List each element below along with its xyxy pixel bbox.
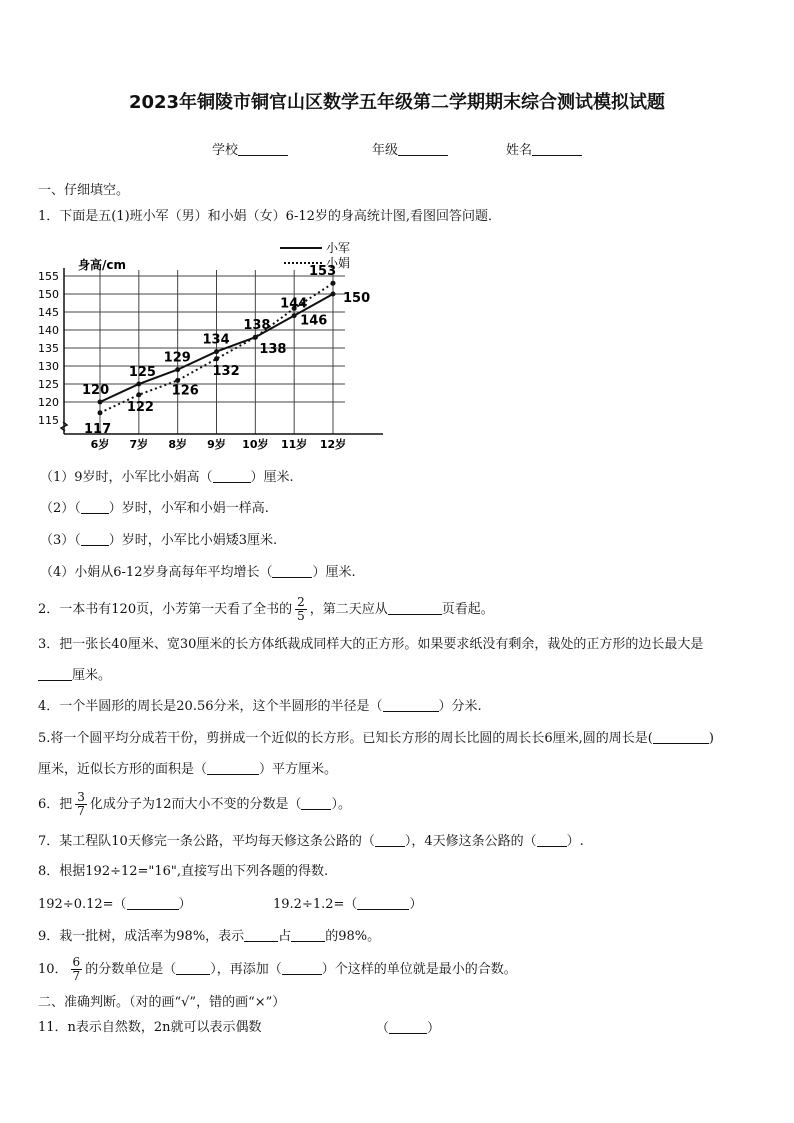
q6-end: ）。 (331, 797, 351, 812)
q1-sub3-blank[interactable] (81, 531, 109, 546)
q7-blank-2[interactable] (537, 832, 567, 847)
data-point (98, 400, 103, 405)
q6 (38, 791, 351, 818)
q1-sub4-blank[interactable] (272, 563, 312, 578)
q3-end: 厘米。 (72, 668, 112, 683)
q9-end: 的98%。 (325, 929, 381, 944)
q5-text: 5.将一个圆平均分成若干份，剪拼成一个近似的长方形。已知长方形的周长比圆的周长长6厘米,圆的周长是( (38, 731, 653, 746)
q2-text-3: 页看起。 (441, 602, 494, 617)
q1-sub2 (40, 499, 269, 518)
y-tick-label: 115 (38, 414, 59, 427)
q8-blank-1[interactable] (127, 895, 179, 910)
q7-text: 7．某工程队10天修完一条公路，平均每天修这条公路的（ (38, 834, 375, 849)
q5-paren: ) (708, 731, 714, 746)
x-tick-label: 9岁 (207, 438, 226, 451)
q1-sub1-end: ）厘米. (250, 470, 294, 485)
school-field (212, 141, 288, 160)
q5-blank-1[interactable] (653, 729, 709, 744)
q8-text: 8．根据192÷12="16",直接写出下列各题的得数. (38, 864, 329, 879)
data-point (175, 367, 180, 372)
q9-text-2: 占 (278, 929, 292, 944)
q6-text-2: 化成分子为12而大小不变的分数是（ (89, 797, 302, 812)
q7-text-2: ），4天修这条公路的（ (404, 834, 537, 849)
x-tick-label: 11岁 (281, 438, 308, 451)
q6-blank[interactable] (301, 795, 331, 810)
data-point (253, 335, 258, 340)
q10-end: ）个这样的单位就是最小的合数。 (321, 962, 517, 977)
grade-blank[interactable] (398, 141, 448, 156)
q3-line2 (38, 666, 111, 685)
q8-expr-1-end: ） (178, 897, 192, 912)
q1-sub2-end: ）岁时，小军和小娟一样高. (108, 501, 269, 516)
q2-numerator: 2 (297, 595, 305, 609)
q5-blank-2[interactable] (207, 760, 259, 775)
q7-end: ）. (566, 834, 584, 849)
q4-end: ）分米. (438, 699, 482, 714)
q2-denominator: 5 (297, 609, 305, 623)
q6-fraction (75, 791, 87, 818)
q6-numerator: 3 (77, 790, 85, 804)
q6-denominator: 7 (77, 804, 85, 818)
data-label: 144 (280, 296, 308, 312)
q1-sub3-end: ）岁时，小军比小娟矮3厘米. (108, 533, 278, 548)
grade-field (372, 141, 448, 160)
q9-blank-2[interactable] (291, 927, 325, 942)
q5-end: ）平方厘米。 (259, 762, 338, 777)
q1-sub1-blank[interactable] (213, 468, 251, 483)
school-blank[interactable] (238, 141, 288, 156)
height-line-chart (34, 236, 384, 456)
q8-expr-2-end: ） (409, 897, 423, 912)
q5-line1 (38, 729, 714, 748)
chart-data-labels (82, 264, 370, 437)
q10 (38, 956, 517, 983)
axis-break-mark (61, 422, 67, 431)
x-tick-label: 7岁 (129, 438, 149, 451)
q10-fraction (71, 956, 83, 983)
q1-sub4-end: ）厘米. (312, 565, 356, 580)
q7 (38, 832, 584, 851)
q8-expr-1 (38, 895, 192, 914)
x-tick-label: 10岁 (242, 438, 269, 451)
y-tick-label: 135 (38, 342, 59, 355)
q11-blank[interactable] (389, 1019, 427, 1034)
q10-text: 的分数单位是（ (85, 962, 177, 977)
q11-paren-open: （ (376, 1021, 390, 1036)
page-title: 2023年铜陵市铜官山区数学五年级第二学期期末综合测试模拟试题 (128, 92, 666, 113)
data-point (331, 281, 336, 286)
x-tick-label: 8岁 (168, 438, 187, 451)
x-tick-label: 6岁 (90, 438, 110, 451)
data-label: 146 (300, 313, 328, 329)
q10-number: 10． (38, 962, 68, 977)
chart-grid (64, 270, 345, 434)
q4-blank[interactable] (383, 697, 439, 712)
q11-text: 11．n表示自然数，2n就可以表示偶数 (38, 1020, 262, 1035)
q2-fraction (295, 596, 307, 623)
q1-sub3-text: （3）（ (40, 533, 81, 548)
q10-numerator: 6 (72, 955, 81, 969)
y-tick-label: 130 (38, 360, 59, 373)
q8-blank-2[interactable] (357, 895, 409, 910)
q1-sub2-blank[interactable] (81, 499, 109, 514)
data-label: 129 (163, 350, 191, 366)
q5-line2 (38, 760, 337, 779)
legend-label-xiaojuan: 小娟 (326, 256, 351, 270)
q2-text-2: ，第二天应从 (309, 602, 388, 617)
data-point (175, 378, 180, 383)
y-tick-label: 125 (38, 378, 59, 391)
y-axis-label: 身高/cm (78, 258, 127, 272)
y-tick-label: 140 (38, 324, 59, 337)
q1-sub4-text: （4）小娟从6-12岁身高每年平均增长（ (40, 565, 273, 580)
grade-label: 年级 (372, 143, 399, 158)
q7-blank-1[interactable] (375, 832, 405, 847)
q10-blank-2[interactable] (282, 960, 322, 975)
q2-text: 2．一本书有120页，小芳第一天看了全书的 (38, 602, 293, 617)
q8-expr-2-text: 19.2÷1.2=（ (273, 897, 358, 912)
q6-text: 6．把 (38, 797, 73, 812)
y-tick-label: 120 (38, 396, 59, 409)
x-tick-label: 12岁 (319, 438, 347, 451)
name-blank[interactable] (532, 141, 582, 156)
data-point (214, 349, 219, 354)
q1-sub4 (40, 563, 356, 582)
q9-blank-1[interactable] (244, 927, 278, 942)
q1-text: 1．下面是五(1)班小军（男）和小娟（女）6-12岁的身高统计图,看图回答问题． (38, 209, 502, 224)
q5-text-2: 厘米，近似长方形的面积是（ (38, 762, 208, 777)
data-label: 126 (171, 383, 199, 399)
section2-heading: 二、准确判断。（对的画“√”，错的画“×”） (38, 995, 286, 1010)
y-tick-label: 150 (38, 288, 59, 301)
school-label: 学校 (212, 143, 239, 158)
q9-text: 9．栽一批树，成活率为98%，表示 (38, 929, 245, 944)
legend-label-xiaojun: 小军 (326, 241, 351, 255)
q11-answer (376, 1019, 440, 1038)
data-point (136, 392, 141, 397)
data-point (136, 382, 141, 387)
q4-text: 4．一个半圆形的周长是20.56分米，这个半圆形的半径是（ (38, 699, 383, 714)
data-label: 120 (82, 383, 110, 398)
data-point (98, 410, 103, 415)
data-point (214, 356, 219, 361)
y-tick-label: 145 (38, 306, 59, 319)
data-label: 138 (243, 318, 271, 334)
q10-text-2: ），再添加（ (210, 962, 282, 977)
name-label: 姓名 (506, 143, 533, 158)
q10-blank-1[interactable] (176, 960, 210, 975)
data-point (331, 292, 336, 297)
y-tick-label: 155 (38, 270, 59, 283)
data-label: 122 (126, 399, 154, 415)
data-point (292, 313, 297, 318)
data-label: 134 (202, 332, 230, 348)
q3-line1: 3．把一张长40厘米、宽30厘米的长方体纸裁成同样大的正方形。如果要求纸没有剩余，裁处的正方形的边长最大是 (38, 637, 704, 652)
q1-sub1-text: （1）9岁时，小军比小娟高（ (40, 470, 213, 485)
q10-denominator: 7 (72, 969, 81, 983)
q9 (38, 927, 380, 946)
q8-expr-2 (273, 895, 422, 914)
q1-sub3 (40, 531, 277, 550)
name-field (506, 141, 582, 160)
q2 (38, 596, 494, 623)
data-label: 117 (84, 421, 112, 437)
data-label: 125 (128, 365, 156, 380)
data-label: 132 (212, 363, 240, 379)
q3-blank[interactable] (38, 666, 72, 681)
q2-blank[interactable] (388, 600, 442, 615)
data-label: 150 (343, 291, 371, 306)
q1-sub2-text: （2）（ (40, 501, 81, 516)
section1-heading: 一、仔细填空。 (38, 183, 130, 198)
q8-expr-1-text: 192÷0.12=（ (38, 897, 127, 912)
q1-sub1 (40, 468, 294, 487)
q4 (38, 697, 482, 716)
q11-paren-close: ） (427, 1021, 441, 1036)
data-label: 153 (309, 264, 337, 280)
data-label: 138 (259, 342, 287, 358)
